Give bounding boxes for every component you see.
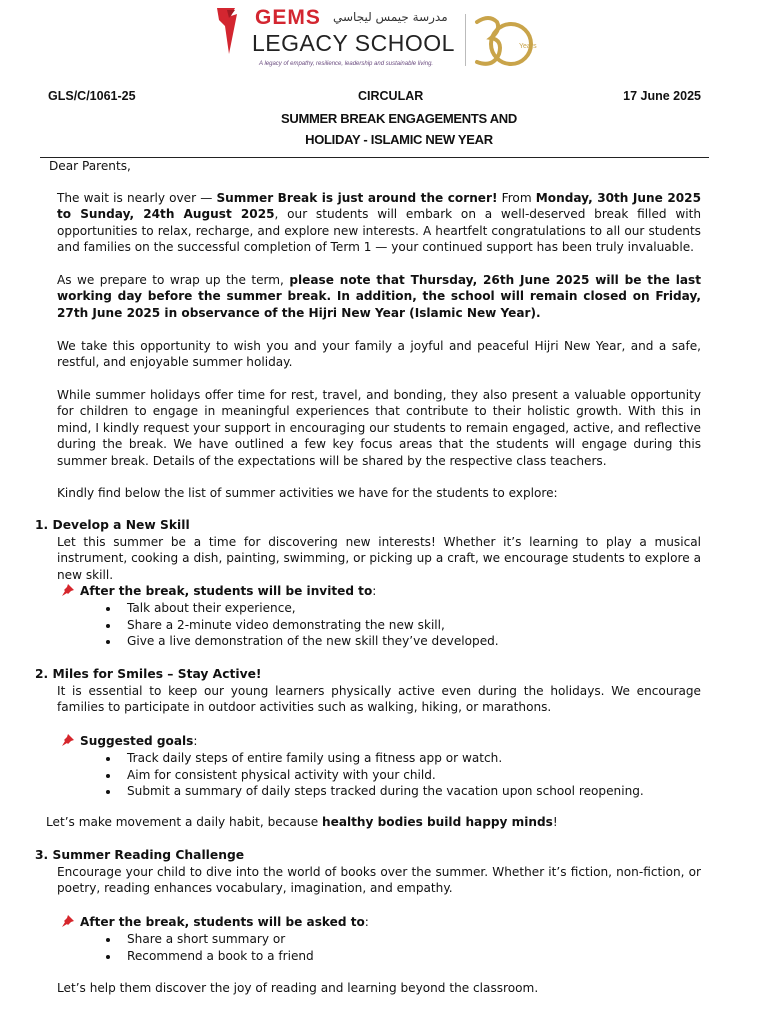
list-item: Share a 2-minute video demonstrating the new skill,	[104, 617, 499, 634]
section-heading-stay-active: 2. Miles for Smiles – Stay Active!	[35, 667, 262, 681]
pushpin-icon	[60, 915, 75, 928]
header-divider	[40, 157, 709, 158]
gems-flame-icon	[215, 6, 249, 56]
paragraph-engagement: While summer holidays offer time for rest, travel, and bonding, they also present a valuable opportunity for children to engage in meaningful experiences that contribute to their holistic growth. With this in mind, I kindly request your support in encouraging our students to remain engaged, active, and reflective during the break. We have outlined a few key focus areas that the students will engage during this summer break. Details of the expectations will be shared by the respective class teachers.	[57, 388, 701, 468]
school-name: LEGACY SCHOOL	[252, 30, 455, 56]
brand-name-arabic: مدرسة جيمس ليجاسي	[333, 10, 448, 24]
bullet-list-stay-active	[104, 750, 644, 800]
closing-reading: Let’s help them discover the joy of reading and learning beyond the classroom.	[57, 981, 539, 995]
list-item: Recommend a book to a friend	[104, 948, 314, 965]
school-logo	[215, 4, 545, 70]
salutation: Dear Parents,	[49, 159, 131, 173]
bullet-list-new-skill	[104, 600, 499, 650]
pushpin-icon	[60, 734, 75, 747]
circular-code: GLS/C/1061-25	[48, 89, 136, 103]
pin-note-reading: After the break, students will be asked to:	[60, 915, 369, 929]
section-description-reading: Encourage your child to dive into the world of books over the summer. Whether it’s fiction, non-fiction, or poetry, reading enhances vocabulary, imagination, and empathy.	[57, 865, 701, 896]
paragraph-summer-break: The wait is nearly over — Summer Break is just around the corner! From Monday, 30th June 2025 to Sunday, 24th August 2025, our students will embark on a well-deserved break filled with opportunities to relax, recharge, and explore new interests. A heartfelt congratulations to all our students and families on the successful completion of Term 1 — your continued support has been truly invaluable.	[57, 191, 702, 255]
closing-movement: Let’s make movement a daily habit, because healthy bodies build happy minds!	[46, 815, 558, 829]
section-description-new-skill: Let this summer be a time for discovering new interests! Whether it’s learning to play a musical instrument, cooking a dish, painting, swimming, or picking up a craft, we encourage students to explore a new skill.	[57, 535, 701, 582]
pushpin-icon	[60, 584, 75, 597]
circular-title-line-1: SUMMER BREAK ENGAGEMENTS AND	[281, 111, 517, 126]
circular-title-line-2: HOLIDAY - ISLAMIC NEW YEAR	[305, 132, 493, 147]
reference-row	[48, 89, 701, 107]
anniversary-label: Years	[519, 43, 537, 50]
anniversary-badge-icon	[471, 12, 537, 72]
pin-note-stay-active: Suggested goals:	[60, 734, 197, 748]
list-item: Share a short summary or	[104, 931, 314, 948]
circular-label: CIRCULAR	[358, 89, 424, 103]
circular-date: 17 June 2025	[623, 89, 701, 103]
paragraph-activities-intro: Kindly find below the list of summer activities we have for the students to explore:	[57, 486, 558, 500]
section-heading-new-skill: 1. Develop a New Skill	[35, 518, 190, 532]
pin-note-new-skill: After the break, students will be invited to:	[60, 584, 376, 598]
logo-divider	[465, 14, 466, 66]
bullet-list-reading	[104, 931, 314, 964]
section-heading-reading: 3. Summer Reading Challenge	[35, 848, 245, 862]
brand-name: GEMS	[255, 6, 321, 29]
section-description-stay-active: It is essential to keep our young learners physically active even during the holidays. We encourage families to participate in outdoor activities such as walking, hiking, or marathons.	[57, 684, 701, 715]
list-item: Give a live demonstration of the new skill they’ve developed.	[104, 633, 499, 650]
paragraph-wishes: We take this opportunity to wish you and your family a joyful and peaceful Hijri New Year, and a safe, restful, and enjoyable summer holiday.	[57, 339, 701, 370]
paragraph-last-working-day: As we prepare to wrap up the term, please note that Thursday, 26th June 2025 will be the last working day before the summer break. In addition, the school will remain closed on Friday, 27th June 2025 in observance of the Hijri New Year (Islamic New Year).	[57, 273, 701, 320]
school-tagline: A legacy of empathy, resilience, leadership and sustainable living.	[259, 61, 434, 67]
list-item: Submit a summary of daily steps tracked during the vacation upon school reopening.	[104, 783, 644, 800]
list-item: Track daily steps of entire family using a fitness app or watch.	[104, 750, 644, 767]
list-item: Talk about their experience,	[104, 600, 499, 617]
list-item: Aim for consistent physical activity with your child.	[104, 767, 644, 784]
